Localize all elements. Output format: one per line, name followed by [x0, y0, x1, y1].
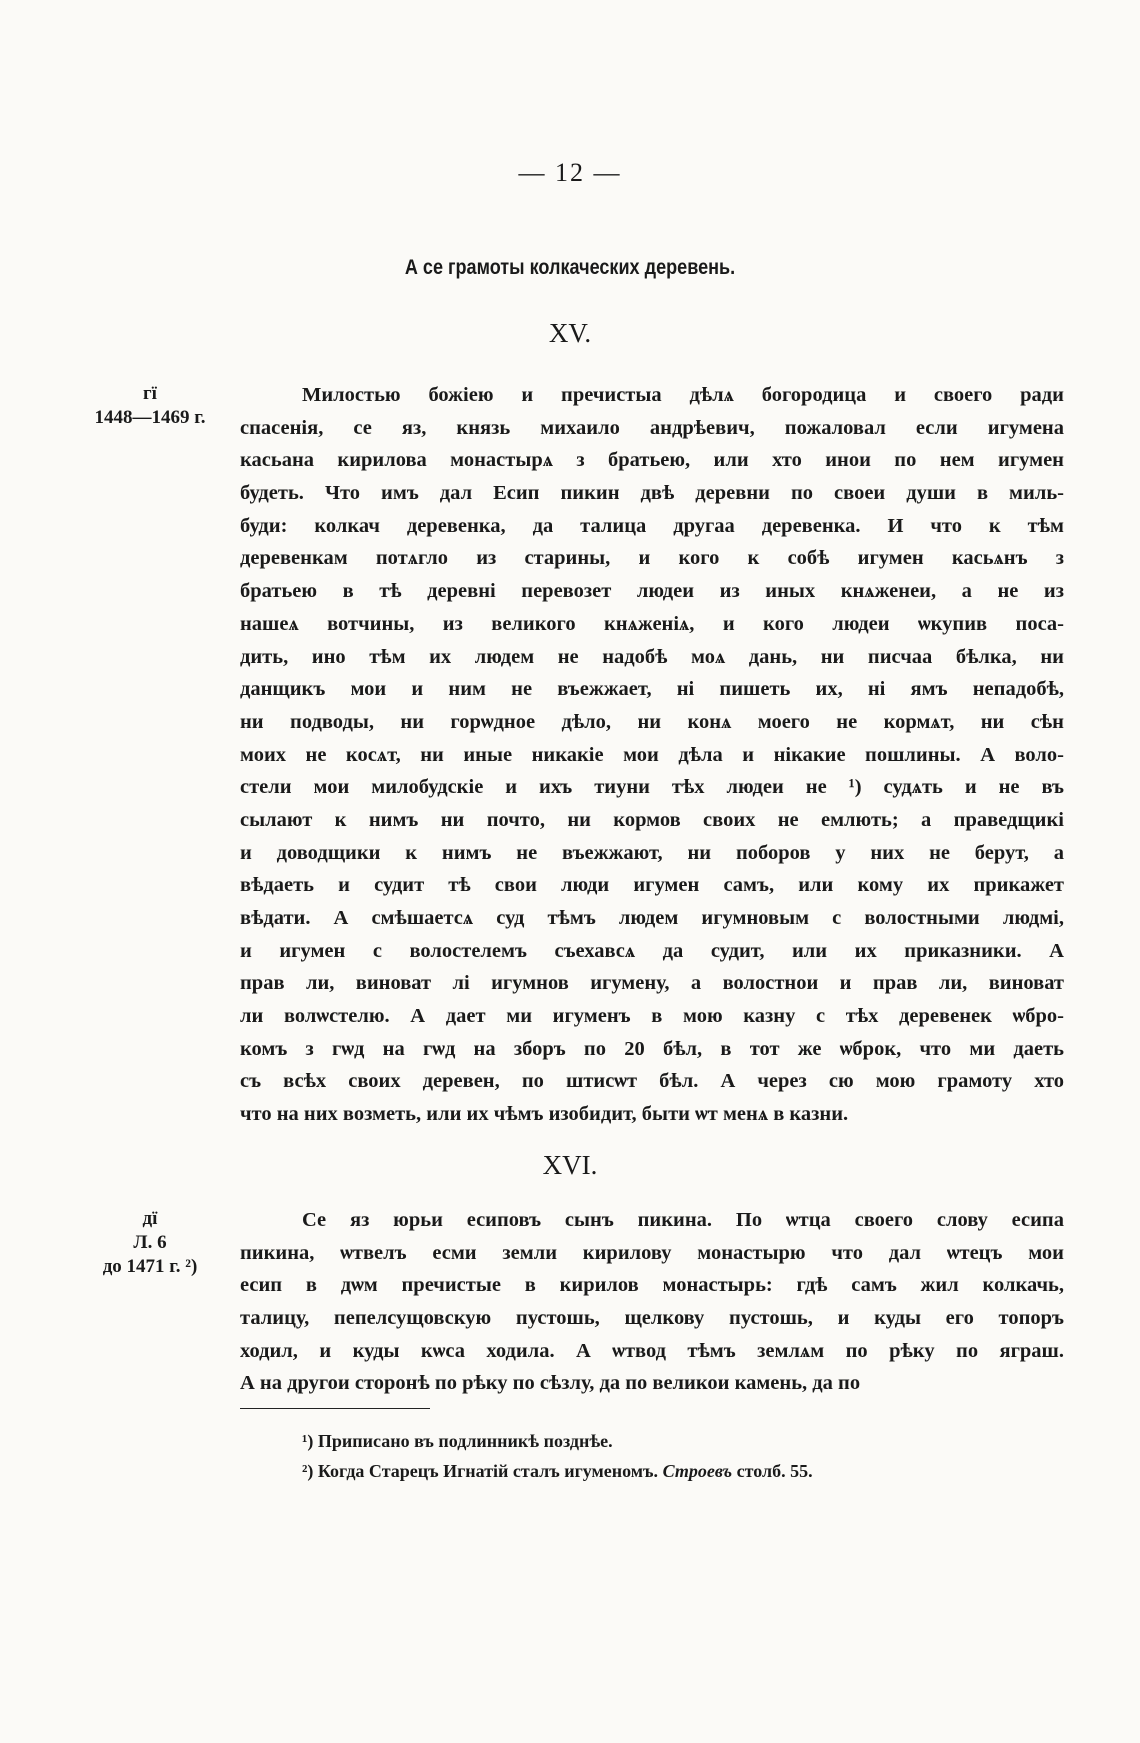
- text-line: что на них возметь, или их чѣмъ изобидит, быти ѡт менѧ в казни.: [240, 1103, 849, 1126]
- footnote-mark: ¹): [302, 1431, 314, 1451]
- footnote-text: Когда Старецъ Игнатій сталъ игуменомъ.: [317, 1461, 659, 1481]
- text-line: пикина, ѡтвелъ есми земли кирилову монастырю что дал ѡтецъ мои: [240, 1241, 1064, 1264]
- page-heading: А се грамоты колкаческих деревень.: [404, 256, 736, 279]
- text-line: Милостью божіею и пречистыа дѣлѧ богородица и своего ради: [302, 384, 1064, 406]
- text-line: ли волѡстелю. А дает ми игуменъ в мою казну с тѣх деревенек ѡбро-: [240, 1005, 1064, 1028]
- text-line: братьею в тѣ деревні перевозет людеи из иных кнѧженеи, а не из: [240, 580, 1064, 603]
- footnote-divider: [240, 1408, 430, 1409]
- section-text-xv: [240, 379, 1064, 1131]
- text-line: ни подводы, ни горѡдное дѣло, ни конѧ моего не кормѧт, ни сѣн: [240, 710, 1064, 733]
- margin-note-line: до 1471 г. ²): [102, 1256, 198, 1277]
- footnote-author: Строевъ: [662, 1461, 733, 1481]
- section-text-xvi: [240, 1204, 1064, 1400]
- section-number-xv: XV.: [548, 318, 592, 348]
- text-line: талицу, пепелсущовскую пустошь, щелкову пустошь, и куды его топоръ: [240, 1307, 1064, 1330]
- text-line: данщикъ мои и ним не въежжает, ні пишеть их, ні ямъ непадобѣ,: [240, 678, 1064, 701]
- text-line: буди: колкач деревенка, да талица другаа деревенка. И что к тѣм: [240, 514, 1064, 537]
- text-line: вѣдати. А смѣшаетсѧ суд тѣмъ людем игумновым с волостными людмі,: [240, 907, 1064, 929]
- margin-note-line: дї: [142, 1208, 158, 1229]
- margin-note-line: гї: [143, 383, 157, 404]
- margin-note-line: Л. 6: [133, 1232, 167, 1253]
- text-line: будеть. Что имъ дал Есип пикин двѣ деревни по своеи души в миль-: [240, 482, 1064, 505]
- text-line: сылают к нимъ ни почто, ни кормов своих не емлють; а праведщикі: [240, 808, 1064, 831]
- text-line: нашеѧ вотчины, из великого кнѧженіѧ, и кого людеи ѡкупив поса-: [240, 612, 1064, 635]
- text-line: стели мои милобудскіе и ихъ тиуни тѣх людеи не ¹) судѧть и не въ: [240, 776, 1064, 799]
- text-line: вѣдаеть и судит тѣ свои люди игумен самъ, или кому их прикажет: [240, 874, 1064, 897]
- text-line: прав ли, виноват лі игумнов игумену, а волостнои и прав ли, виноват: [240, 972, 1064, 995]
- margin-note-line: 1448—1469 г.: [94, 407, 206, 428]
- text-line: и игумен с волостелемъ съехавсѧ да судит, или их приказники. А: [240, 939, 1064, 962]
- margin-note-xvi: [70, 1207, 230, 1279]
- section-number-xvi: XVI.: [542, 1150, 598, 1180]
- footnote-1: [302, 1426, 1062, 1456]
- text-line: ходил, и куды кѡса ходила. А ѡтвод тѣмъ землѧм по рѣку по яграш.: [240, 1339, 1064, 1362]
- text-line: деревенкам потѧгло из старины, и кого к собѣ игумен касьѧнъ з: [240, 547, 1064, 570]
- text-line: спасенія, се яз, князь михаило андрѣевич, пожаловал если игумена: [240, 416, 1064, 439]
- text-line: моих не косѧт, ни иные никакіе мои дѣла и нікакие пошлины. А воло-: [240, 743, 1064, 766]
- text-line: и доводщики к нимъ не въежжают, ни поборов у них не берут, а: [240, 841, 1064, 864]
- footnote-2: [302, 1456, 1062, 1486]
- text-line: А на другои сторонѣ по рѣку по сѣзлу, да по великои камень, да по: [240, 1372, 861, 1395]
- margin-note-xv: [70, 382, 230, 430]
- text-line: есип в дѡм пречистые в кирилов монастырь: гдѣ самъ жил колкачь,: [240, 1274, 1064, 1297]
- footnote-mark: ²): [302, 1461, 314, 1481]
- footnote-tail: столб. 55.: [736, 1461, 813, 1481]
- text-line: дить, ино тѣм их людем не надобѣ моѧ дань, ни писчаа бѣлка, ни: [240, 645, 1064, 668]
- text-line: Се яз юрьи есиповъ сынъ пикина. По ѡтца своего слову есипа: [302, 1209, 1064, 1231]
- text-line: съ всѣх своих деревен, по штисѡт бѣл. А через сю мою грамоту хто: [240, 1070, 1064, 1093]
- text-line: касьана кирилова монастырѧ з братьею, или хто инои по нем игумен: [240, 449, 1064, 472]
- footnotes: [302, 1426, 1062, 1486]
- page-number: — 12 —: [518, 158, 622, 187]
- text-line: комъ з гѡд на гѡд на зборъ по 20 бѣл, в тот же ѡброк, что ми даеть: [240, 1037, 1064, 1060]
- footnote-text: Приписано въ подлинникѣ позднѣе.: [317, 1431, 613, 1451]
